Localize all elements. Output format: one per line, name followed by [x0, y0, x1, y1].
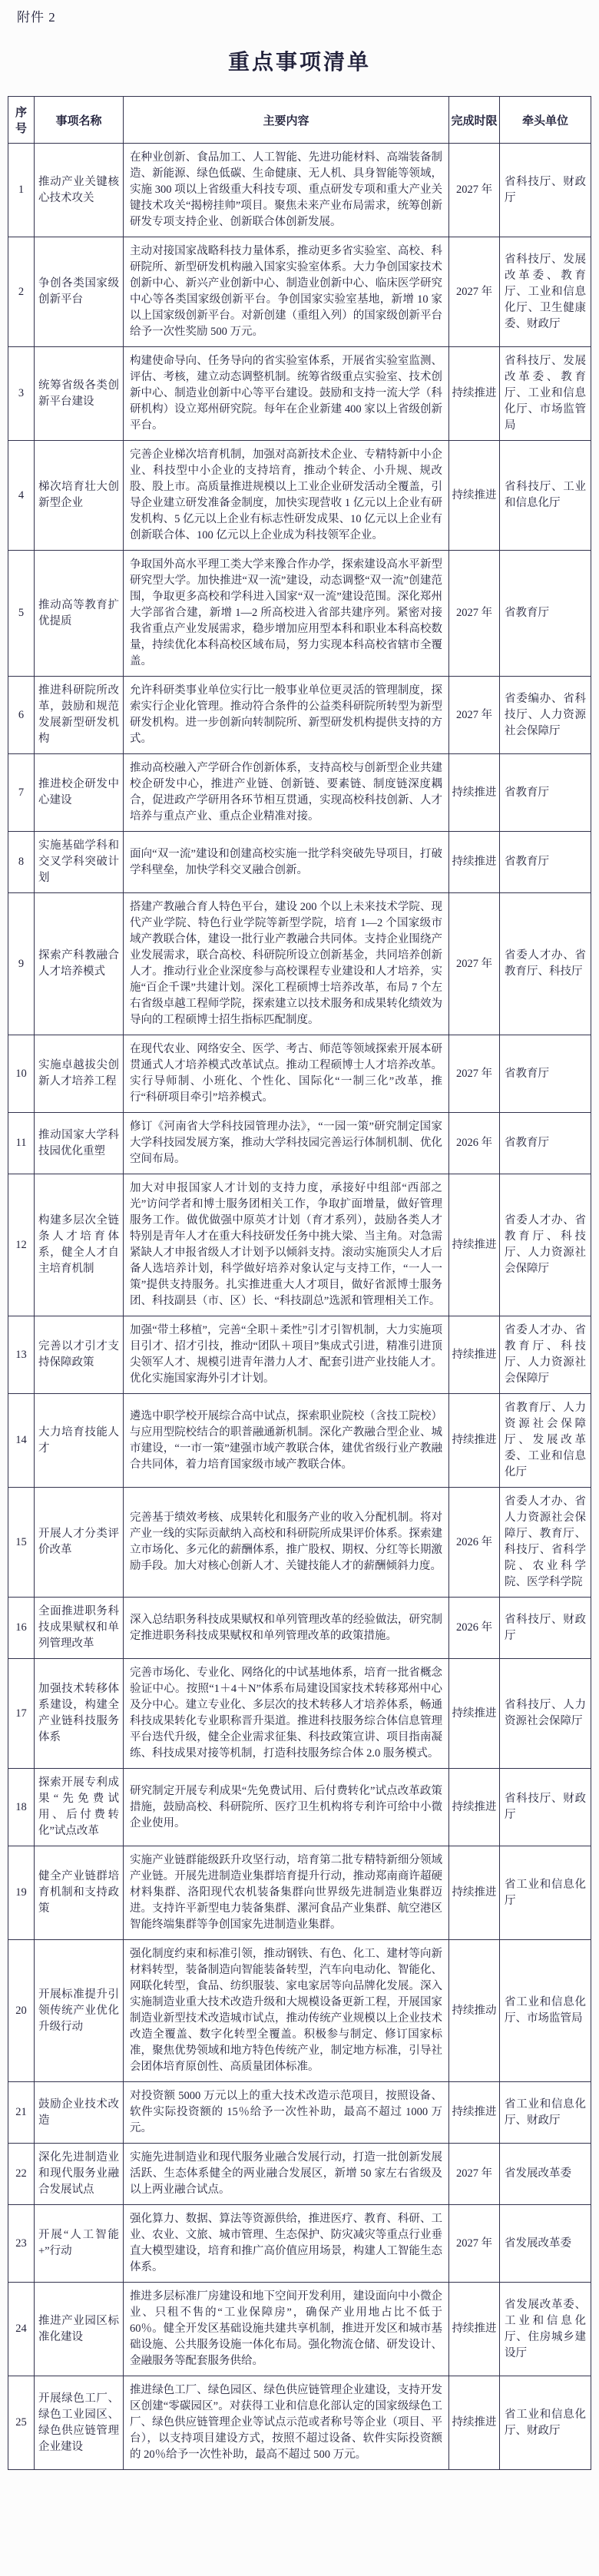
table-row	[8, 1846, 591, 1940]
lead-unit-cell: 省委人才办、省教育厅、科技厅	[500, 893, 591, 1035]
item-name-cell: 实施卓越拔尖创新人才培养工程	[35, 1035, 124, 1113]
row-number-cell: 16	[8, 1598, 35, 1659]
deadline-cell: 持续推进	[449, 1316, 500, 1394]
deadline-cell: 2027 年	[449, 237, 500, 347]
item-name-cell: 全面推进职务科技成果赋权和单列管理改革	[35, 1598, 124, 1659]
main-content-cell: 在种业创新、食品加工、人工智能、先进功能材料、高端装备制造、新能源、绿色低碳、生命健康、无人机、具身智能等领域，实施 300 项以上省级重大科技专项、重点研发专项和重大产业关键技术攻关“揭榜挂帅”项目。聚焦未来产业布局需求，统筹创新研发专项支持企业、创新联合体创新发展。	[124, 144, 449, 237]
main-content-cell: 强化制度约束和标准引领，推动钢铁、有色、化工、建材等向新材料转型，装备制造向智能装备转型，汽车向电动化、智能化、网联化转型，食品、纺织服装、家电家居等向品牌化发展。深入实施制造业重大技术改造升级和大规模设备更新工程，开展国家制造业新型技术改造城市试点，推动传统产业规模以上企业技术改造全覆盖、数字化转型全覆盖。积极参与制定、修订国家标准，聚焦优势领域和地方特色传统产业，制定地方标准，引导社会团体培育原创性、高质量团体标准。	[124, 1940, 449, 2082]
lead-unit-cell: 省教育厅	[500, 551, 591, 677]
table-row	[8, 2376, 591, 2470]
row-number-cell: 24	[8, 2283, 35, 2376]
row-number-cell: 8	[8, 832, 35, 893]
table-row	[8, 441, 591, 551]
item-name-cell: 推进科研院所改革，鼓励和规范发展新型研发机构	[35, 677, 124, 754]
main-content-cell: 推动高校融入产学研合作创新体系，支持高校与创新型企业共建校企研发中心，推进产业链、创新链、要素链、制度链深度耦合，促进政产学研用各环节相互贯通，实现高校科技创新、人才培养与重点产业、重点企业精准对接。	[124, 754, 449, 832]
main-content-cell: 推进多层标准厂房建设和地下空间开发利用，建设面向中小微企业、只租不售的“工业保障房”，确保产业用地占比不低于 60％。健全开发区基础设施共建共享机制，推进开发区和城市基础设施、公共服务设施一体化布局。强化物流仓储、研发设计、金融服务等配套服务供给。	[124, 2283, 449, 2376]
lead-unit-cell: 省工业和信息化厅、财政厅	[500, 2376, 591, 2470]
column-header: 事项名称	[35, 97, 124, 144]
main-content-cell: 遴选中职学校开展综合高中试点，探索职业院校（含技工院校）与应用型院校结合的职普融通新机制。深化产教融合型企业、城市建设，“一市一策”建强市域产教联合体，建优省级行业产教融合共同体，着力培育国家级市域产教联合体。	[124, 1394, 449, 1488]
item-name-cell: 梯次培育壮大创新型企业	[35, 441, 124, 551]
table-row	[8, 1940, 591, 2082]
deadline-cell: 持续推进	[449, 1174, 500, 1316]
main-content-cell: 完善基于绩效考核、成果转化和服务产业的收入分配机制。将对产业一线的实际贡献纳入高校和科研院所成果评价体系。探索建立市场化、多元化的薪酬体系，推广股权、期权、分红等长期激励手段。加大对核心创新人才、关键技能人才的薪酬倾斜力度。	[124, 1488, 449, 1598]
deadline-cell: 持续推进	[449, 832, 500, 893]
main-content-cell: 修订《河南省大学科技园管理办法》，“一园一策”研究制定国家大学科技园发展方案，推动大学科技园完善运行体制机制、优化空间布局。	[124, 1113, 449, 1174]
table-row	[8, 2283, 591, 2376]
main-content-cell: 对投资额 5000 万元以上的重大技术改造示范项目，按照设备、软件实际投资额的 15％给予一次性补助，最高不超过 1000 万元。	[124, 2082, 449, 2144]
item-name-cell: 完善以才引才支持保障政策	[35, 1316, 124, 1394]
table-row	[8, 1035, 591, 1113]
item-name-cell: 推进产业园区标准化建设	[35, 2283, 124, 2376]
column-header: 主要内容	[124, 97, 449, 144]
main-content-cell: 加大对申报国家人才计划的支持力度，承接好中组部“西部之光”访问学者和博士服务团相关工作，争取扩面增量，做好管理服务工作。做优做强中原英才计划（育才系列），鼓励各类人才特别是青年人才在重大科技研发任务中挑大梁、当主角。对急需紧缺人才申报省级人才计划予以倾斜支持。滚动实施顶尖人才后备人选培养计划，科学做好培养对象认定与支持工作，“一人一策”提供支持服务。扎实推进重大人才项目，做好省派博士服务团、科技副县（市、区）长、“科技副总”选派和管理相关工作。	[124, 1174, 449, 1316]
row-number-cell: 1	[8, 144, 35, 237]
table-row	[8, 551, 591, 677]
row-number-cell: 23	[8, 2205, 35, 2283]
main-content-cell: 实施产业链群能级跃升攻坚行动，培育第二批专精特新细分领域产业链。开展先进制造业集群培育提升行动，推动郑南商许超硬材料集群、洛阳现代农机装备集群向世界级先进制造业集群迈进。支持许平新型电力装备集群、漯河食品产业集群、航空港区智能终端集群等争创国家先进制造业集群。	[124, 1846, 449, 1940]
table-row	[8, 1659, 591, 1769]
item-name-cell: 开展绿色工厂、绿色工业园区、绿色供应链管理企业建设	[35, 2376, 124, 2470]
table-row	[8, 1174, 591, 1316]
deadline-cell: 持续推进	[449, 1659, 500, 1769]
column-header: 牵头单位	[500, 97, 591, 144]
item-name-cell: 探索开展专利成果“先免费试用、后付费转化”试点改革	[35, 1769, 124, 1846]
column-header: 完成时限	[449, 97, 500, 144]
lead-unit-cell: 省发展改革委、工业和信息化厅、住房城乡建设厅	[500, 2283, 591, 2376]
row-number-cell: 21	[8, 2082, 35, 2144]
main-content-cell: 搭建产教融合育人特色平台，建设 200 个以上未来技术学院、现代产业学院、特色行业学院等新型学院，培育 1—2 个国家级市域产教联合体，建设一批行业产教融合共同体。支持企业围绕产业发展需求，联合高校、科研院所设立创新基金，共同培养创新人才。推动行业企业深度参与高校课程专业建设和人才培养，实施“百企千课”共建计划。深化工程硕博士培养改革，布局 7 个左右省级卓越工程师学院，探索建立以技术服务和成果转化绩效为导向的工程硕博士招生指标匹配制度。	[124, 893, 449, 1035]
table-row	[8, 1316, 591, 1394]
deadline-cell: 持续推进	[449, 441, 500, 551]
row-number-cell: 15	[8, 1488, 35, 1598]
deadline-cell: 持续推进	[449, 1769, 500, 1846]
row-number-cell: 19	[8, 1846, 35, 1940]
row-number-cell: 14	[8, 1394, 35, 1488]
table-row	[8, 1394, 591, 1488]
deadline-cell: 2026 年	[449, 1598, 500, 1659]
row-number-cell: 11	[8, 1113, 35, 1174]
main-content-cell: 完善市场化、专业化、网络化的中试基地体系，培育一批省概念验证中心。按照“1＋4＋N”体系布局建设国家技术转移郑州中心及分中心。建立专业化、多层次的技术转移人才培养体系，畅通科技成果转化专业职称晋升渠道。推进科技服务综合体信息管理平台迭代升级，健全企业需求征集、科技政策宣讲、项目指南凝练、科技成果对接等机制，打造科技服务综合体 2.0 服务模式。	[124, 1659, 449, 1769]
lead-unit-cell: 省科技厅、财政厅	[500, 1769, 591, 1846]
deadline-cell: 2027 年	[449, 2144, 500, 2205]
item-name-cell: 构建多层次全链条人才培育体系，健全人才自主培育机制	[35, 1174, 124, 1316]
table-row	[8, 1488, 591, 1598]
lead-unit-cell: 省科技厅、发展改革委、教育厅、工业和信息化厅、卫生健康委、财政厅	[500, 237, 591, 347]
table-row	[8, 144, 591, 237]
table-row	[8, 2082, 591, 2144]
main-content-cell: 实施先进制造业和现代服务业融合发展行动，打造一批创新发展活跃、生态体系健全的两业融合发展区，新增 50 家左右省级及以上两业融合试点。	[124, 2144, 449, 2205]
item-name-cell: 健全产业链群培育机制和支持政策	[35, 1846, 124, 1940]
deadline-cell: 2026 年	[449, 1488, 500, 1598]
deadline-cell: 2027 年	[449, 893, 500, 1035]
table-row	[8, 347, 591, 441]
table-row	[8, 893, 591, 1035]
row-number-cell: 25	[8, 2376, 35, 2470]
deadline-cell: 持续推进	[449, 1846, 500, 1940]
lead-unit-cell: 省工业和信息化厅、财政厅	[500, 2082, 591, 2144]
lead-unit-cell: 省委编办、省科技厅、人力资源社会保障厅	[500, 677, 591, 754]
lead-unit-cell: 省科技厅、财政厅	[500, 144, 591, 237]
main-content-cell: 主动对接国家战略科技力量体系，推动更多省实验室、高校、科研院所、新型研发机构融入国家实验室体系。大力争创国家技术创新中心、新兴产业创新中心、制造业创新中心、临床医学研究中心等各类国家级创新平台。争创国家实验室基地，新增 10 家以上国家级创新平台。对新创建（重组入列）的国家级创新平台给予一次性奖励 500 万元。	[124, 237, 449, 347]
deadline-cell: 2027 年	[449, 2205, 500, 2283]
item-name-cell: 推动高等教育扩优提质	[35, 551, 124, 677]
page-title: 重点事项清单	[227, 50, 371, 74]
table-row	[8, 1113, 591, 1174]
main-content-cell: 构建使命导向、任务导向的省实验室体系，开展省实验室监测、评估、考核，建立动态调整机制。统筹省级重点实验室、技术创新中心、制造业创新中心等平台建设。鼓励和支持一流大学（科研机构）设立郑州研究院。每年在企业新建 400 家以上省级创新平台。	[124, 347, 449, 441]
row-number-cell: 5	[8, 551, 35, 677]
deadline-cell: 持续推进	[449, 2082, 500, 2144]
table-row	[8, 1598, 591, 1659]
lead-unit-cell: 省教育厅	[500, 832, 591, 893]
item-name-cell: 开展“人工智能+”行动	[35, 2205, 124, 2283]
row-number-cell: 22	[8, 2144, 35, 2205]
row-number-cell: 18	[8, 1769, 35, 1846]
lead-unit-cell: 省发展改革委	[500, 2205, 591, 2283]
row-number-cell: 2	[8, 237, 35, 347]
table-row	[8, 832, 591, 893]
main-content-cell: 深入总结职务科技成果赋权和单列管理改革的经验做法，研究制定推进职务科技成果赋权和单列管理改革的政策措施。	[124, 1598, 449, 1659]
row-number-cell: 6	[8, 677, 35, 754]
lead-unit-cell: 省发展改革委	[500, 2144, 591, 2205]
deadline-cell: 2027 年	[449, 144, 500, 237]
deadline-cell: 持续推进	[449, 1394, 500, 1488]
deadline-cell: 持续推进	[449, 2376, 500, 2470]
main-content-cell: 研究制定开展专利成果“先免费试用、后付费转化”试点改革政策措施，鼓励高校、科研院所、医疗卫生机构将专利许可给中小微企业使用。	[124, 1769, 449, 1846]
item-name-cell: 统筹省级各类创新平台建设	[35, 347, 124, 441]
lead-unit-cell: 省科技厅、财政厅	[500, 1598, 591, 1659]
deadline-cell: 持续推动	[449, 1940, 500, 2082]
main-content-cell: 争取国外高水平理工类大学来豫合作办学，探索建设高水平新型研究型大学。加快推进“双一流”建设，动态调整“双一流”创建范围，争取更多高校和学科进入国家“双一流”建设范围。深化郑州大学部省合建，新增 1—2 所高校进入省部共建序列。紧密对接我省重点产业发展需求，稳步增加应用型本科和职业本科高校数量，持续优化本科高校区域布局，努力实现本科高校省辖市全覆盖。	[124, 551, 449, 677]
key-items-table	[8, 96, 591, 2470]
table-row	[8, 677, 591, 754]
item-name-cell: 推动产业关键核心技术攻关	[35, 144, 124, 237]
lead-unit-cell: 省委人才办、省人力资源社会保障厅、教育厅、科技厅、省科学院、农业科学院、医学科学院	[500, 1488, 591, 1598]
main-content-cell: 允许科研类事业单位实行比一般事业单位更灵活的管理制度，探索实行企业化管理。推动符合条件的公益类科研院所转型为新型研发机构。进一步创新向转制院所、新型研发机构提供支持的方式。	[124, 677, 449, 754]
lead-unit-cell: 省科技厅、人力资源社会保障厅	[500, 1659, 591, 1769]
main-content-cell: 面向“双一流”建设和创建高校实施一批学科突破先导项目，打破学科壁垒，加快学科交叉融合创新。	[124, 832, 449, 893]
lead-unit-cell: 省教育厅	[500, 754, 591, 832]
lead-unit-cell: 省工业和信息化厅、市场监管局	[500, 1940, 591, 2082]
deadline-cell: 2027 年	[449, 677, 500, 754]
item-name-cell: 加强技术转移体系建设，构建全产业链科技服务体系	[35, 1659, 124, 1769]
row-number-cell: 3	[8, 347, 35, 441]
row-number-cell: 9	[8, 893, 35, 1035]
item-name-cell: 探索产科教融合人才培养模式	[35, 893, 124, 1035]
lead-unit-cell: 省工业和信息化厅	[500, 1846, 591, 1940]
main-content-cell: 完善企业梯次培育机制，加强对高新技术企业、专精特新中小企业、科技型中小企业的支持培育，推动个转企、小升规、规改股、股上市。高质量推进规模以上工业企业研发活动全覆盖，引导企业建立研发准备金制度，加快实现营收 1 亿元以上企业有研发机构、5 亿元以上企业有标志性研发成果、10 亿元以上企业有创新联合体、100 亿元以上企业成为科技领军企业。	[124, 441, 449, 551]
deadline-cell: 持续推进	[449, 347, 500, 441]
attachment-label: 附件 2	[17, 10, 56, 25]
item-name-cell: 实施基础学科和交叉学科突破计划	[35, 832, 124, 893]
item-name-cell: 开展标准提升引领传统产业优化升级行动	[35, 1940, 124, 2082]
item-name-cell: 鼓励企业技术改造	[35, 2082, 124, 2144]
table-row	[8, 237, 591, 347]
row-number-cell: 17	[8, 1659, 35, 1769]
table-header-row	[8, 97, 591, 144]
table-row	[8, 2144, 591, 2205]
main-content-cell: 在现代农业、网络安全、医学、考古、师范等领域探索开展本研贯通式人才培养模式改革试点。推动工程硕博士人才培养改革。实行导师制、小班化、个性化、国际化“一制三化”改革，推行“科研项目牵引”培养模式。	[124, 1035, 449, 1113]
item-name-cell: 争创各类国家级创新平台	[35, 237, 124, 347]
row-number-cell: 4	[8, 441, 35, 551]
item-name-cell: 开展人才分类评价改革	[35, 1488, 124, 1598]
lead-unit-cell: 省科技厅、发展改革委、教育厅、工业和信息化厅、市场监管局	[500, 347, 591, 441]
row-number-cell: 10	[8, 1035, 35, 1113]
lead-unit-cell: 省委人才办、省教育厅、科技厅、人力资源社会保障厅	[500, 1316, 591, 1394]
table-row	[8, 1769, 591, 1846]
lead-unit-cell: 省科技厅、工业和信息化厅	[500, 441, 591, 551]
row-number-cell: 20	[8, 1940, 35, 2082]
main-content-cell: 加强“带土移植”，完善“全职＋柔性”引才引智机制，大力实施项目引才、招才引技，推动“团队＋项目”集成式引进，精准引进顶尖领军人才、规模引进青年潜力人才、配套引进产业技能人才。优化实施国家海外引才计划。	[124, 1316, 449, 1394]
deadline-cell: 2026 年	[449, 1113, 500, 1174]
deadline-cell: 2027 年	[449, 551, 500, 677]
column-header: 序号	[8, 97, 35, 144]
table-row	[8, 2205, 591, 2283]
item-name-cell: 深化先进制造业和现代服务业融合发展试点	[35, 2144, 124, 2205]
deadline-cell: 2027 年	[449, 1035, 500, 1113]
row-number-cell: 7	[8, 754, 35, 832]
lead-unit-cell: 省委人才办、省教育厅、科技厅、人力资源社会保障厅	[500, 1174, 591, 1316]
row-number-cell: 12	[8, 1174, 35, 1316]
lead-unit-cell: 省教育厅	[500, 1113, 591, 1174]
table-body	[8, 144, 591, 2470]
main-content-cell: 强化算力、数据、算法等资源供给，推进医疗、教育、科研、工业、农业、文旅、城市管理、生态保护、防灾减灾等重点行业垂直大模型建设，培育和推广高价值应用场景，构建人工智能生态体系。	[124, 2205, 449, 2283]
deadline-cell: 持续推进	[449, 2283, 500, 2376]
deadline-cell: 持续推进	[449, 754, 500, 832]
item-name-cell: 推动国家大学科技园优化重塑	[35, 1113, 124, 1174]
lead-unit-cell: 省教育厅	[500, 1035, 591, 1113]
item-name-cell: 推进校企研发中心建设	[35, 754, 124, 832]
item-name-cell: 大力培育技能人才	[35, 1394, 124, 1488]
row-number-cell: 13	[8, 1316, 35, 1394]
lead-unit-cell: 省教育厅、人力资源社会保障厅、发展改革委、工业和信息化厅	[500, 1394, 591, 1488]
table-row	[8, 754, 591, 832]
main-content-cell: 推进绿色工厂、绿色园区、绿色供应链管理企业建设，支持开发区创建“零碳园区”。对获得工业和信息化部认定的国家级绿色工厂、绿色供应链管理企业等试点示范或者称号等企业（项目、平台），以支持项目建设方式，按照不超过设备、软件实际投资额的 20％给予一次性补助，最高不超过 500 万元。	[124, 2376, 449, 2470]
